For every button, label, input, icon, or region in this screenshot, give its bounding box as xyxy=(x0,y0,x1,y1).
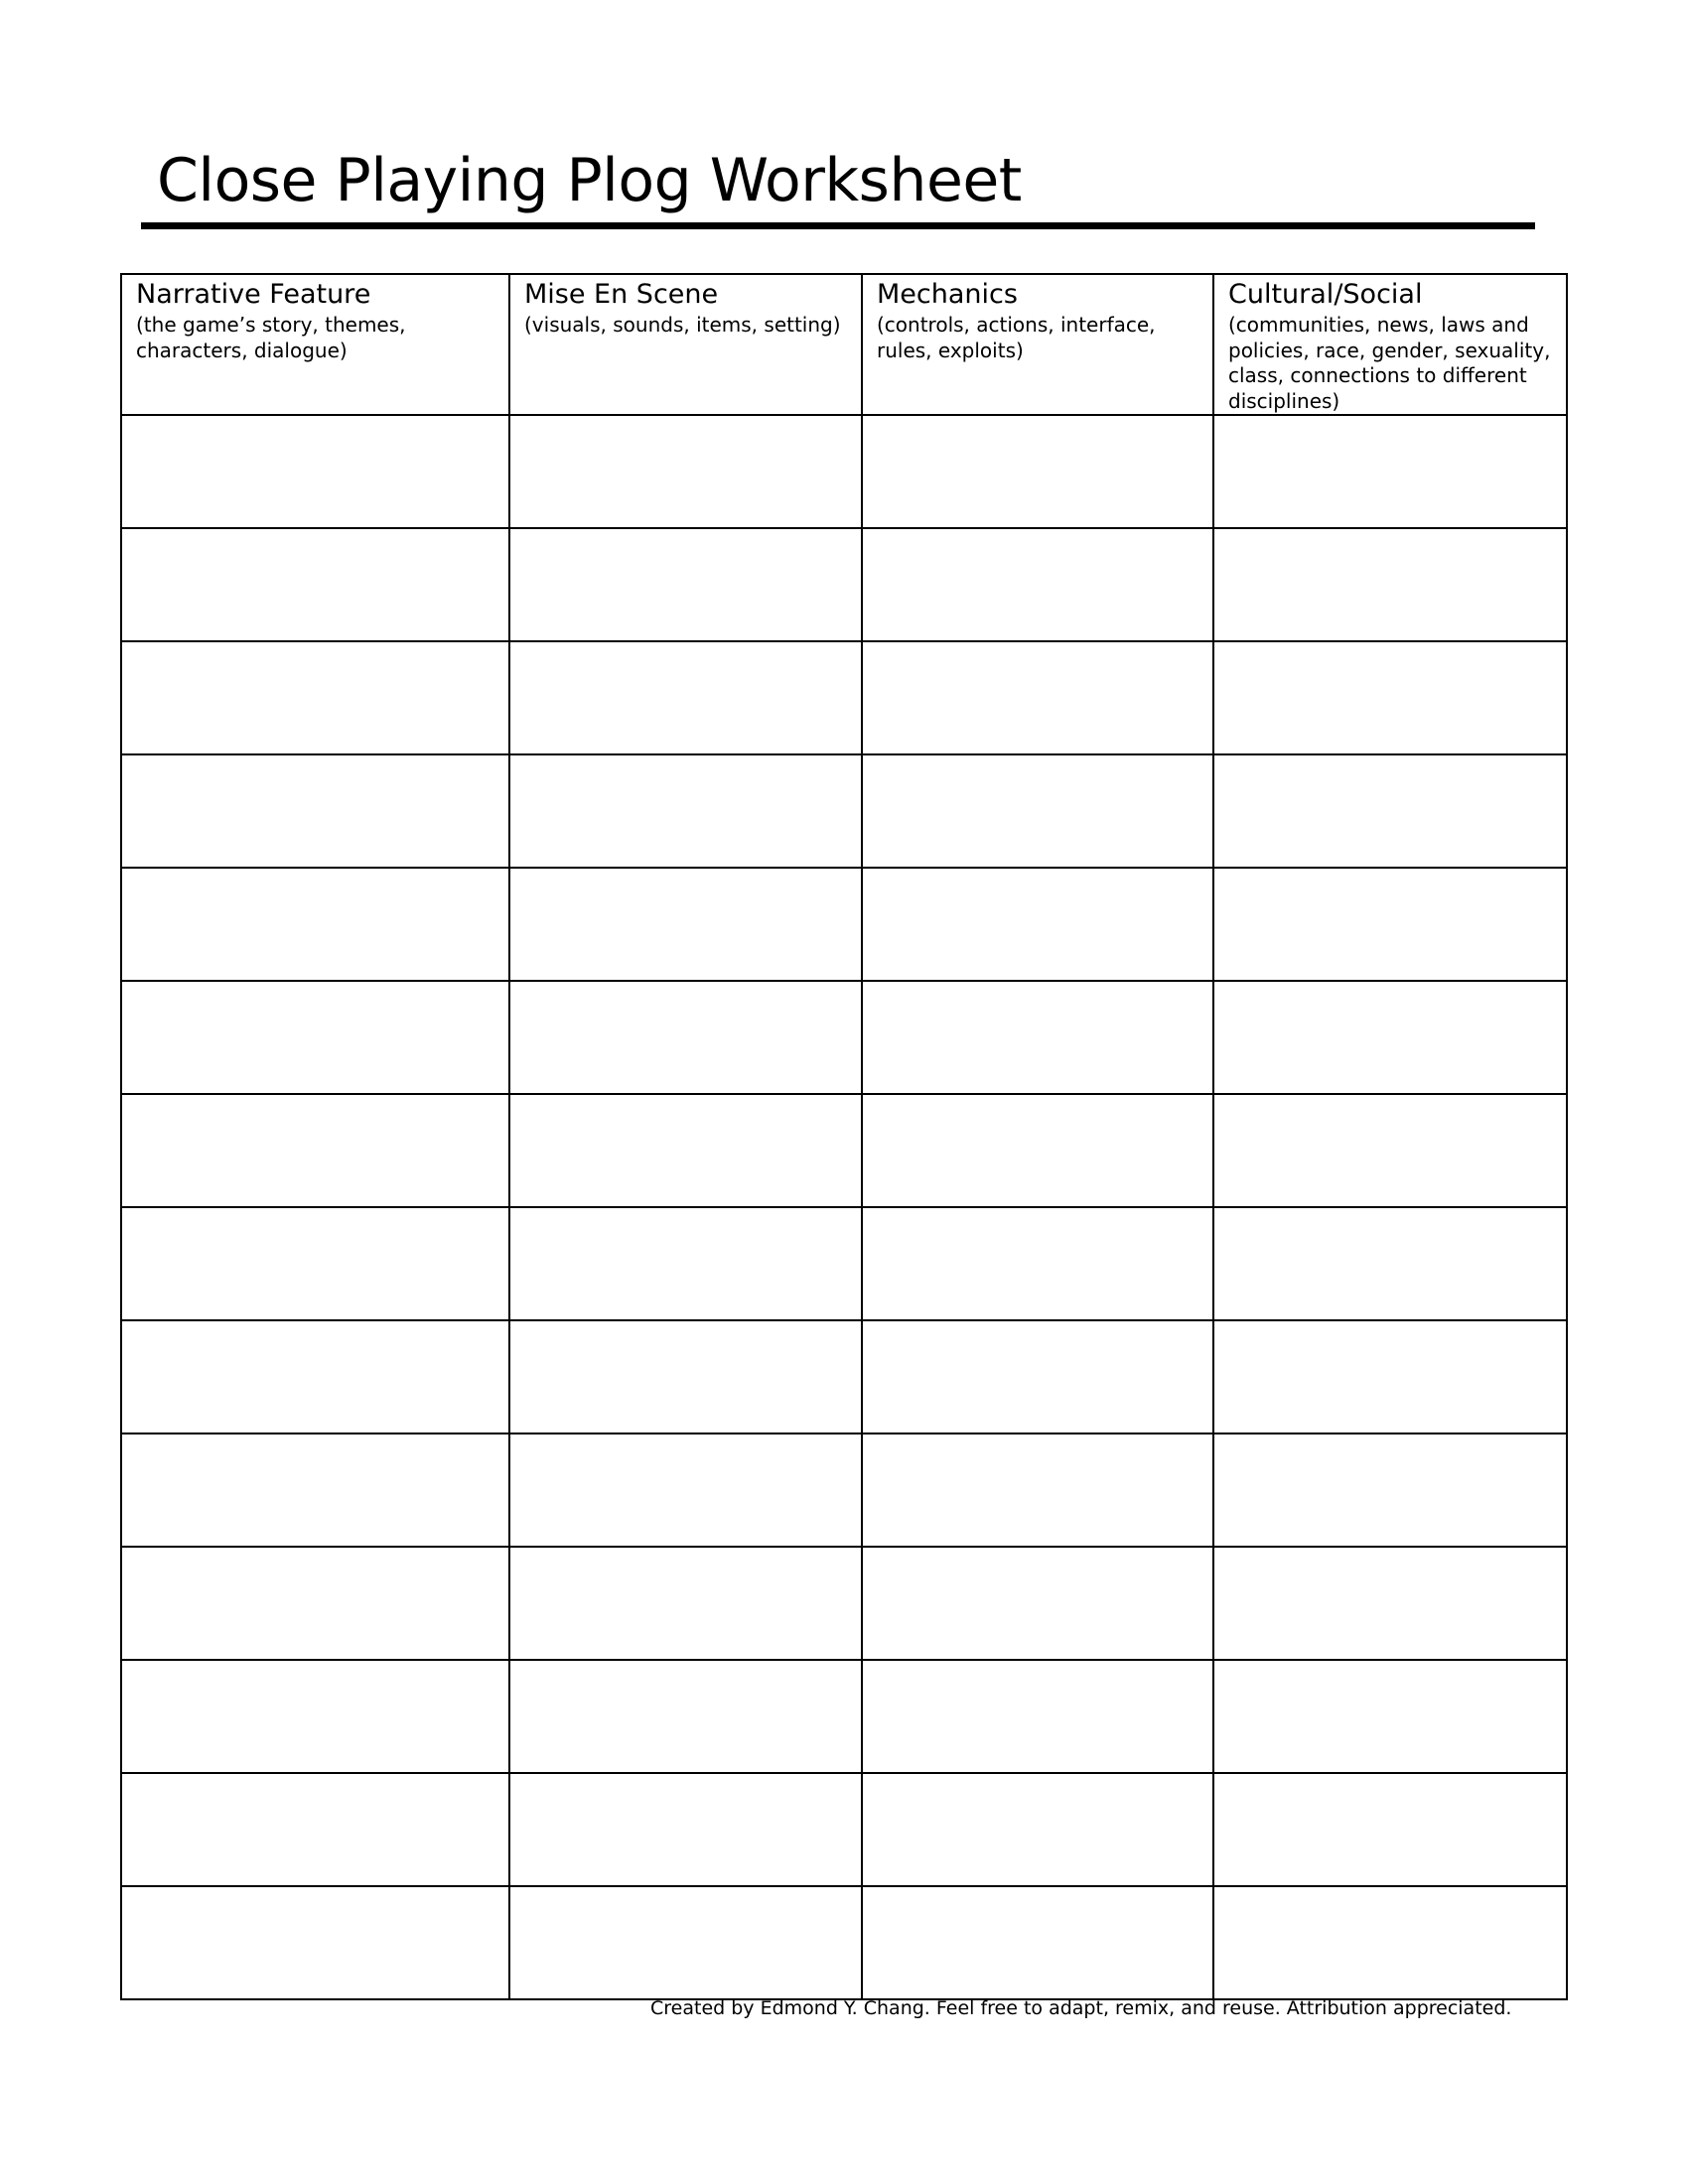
mechanics-cell[interactable] xyxy=(862,1207,1213,1320)
table-row xyxy=(121,1094,1567,1207)
column-title: Narrative Feature xyxy=(136,279,371,310)
narrative-cell[interactable] xyxy=(121,641,509,754)
narrative-cell[interactable] xyxy=(121,1886,509,1999)
column-title: Cultural/Social xyxy=(1228,279,1423,310)
cultural-social-cell[interactable] xyxy=(1213,1886,1567,1999)
narrative-cell[interactable] xyxy=(121,1207,509,1320)
column-header-mise-en-scene xyxy=(509,274,862,415)
table-row xyxy=(121,641,1567,754)
column-header-cultural-social xyxy=(1213,274,1567,415)
mise-en-scene-cell[interactable] xyxy=(509,1433,862,1547)
cultural-social-cell[interactable] xyxy=(1213,1773,1567,1886)
table-row xyxy=(121,1320,1567,1433)
column-description: (the game’s story, themes, characters, dialogue) xyxy=(136,313,406,362)
mise-en-scene-cell[interactable] xyxy=(509,1094,862,1207)
table-row xyxy=(121,754,1567,868)
mise-en-scene-cell[interactable] xyxy=(509,1886,862,1999)
mechanics-cell[interactable] xyxy=(862,641,1213,754)
cultural-social-cell[interactable] xyxy=(1213,1207,1567,1320)
mise-en-scene-cell[interactable] xyxy=(509,528,862,641)
mise-en-scene-cell[interactable] xyxy=(509,415,862,528)
table-row xyxy=(121,1773,1567,1886)
cultural-social-cell[interactable] xyxy=(1213,981,1567,1094)
mechanics-cell[interactable] xyxy=(862,981,1213,1094)
mechanics-cell[interactable] xyxy=(862,528,1213,641)
mechanics-cell[interactable] xyxy=(862,1433,1213,1547)
mise-en-scene-cell[interactable] xyxy=(509,641,862,754)
cultural-social-cell[interactable] xyxy=(1213,1320,1567,1433)
table-row xyxy=(121,1547,1567,1660)
table-row xyxy=(121,868,1567,981)
page-title: Close Playing Plog Worksheet xyxy=(157,146,1022,215)
mise-en-scene-cell[interactable] xyxy=(509,1320,862,1433)
mise-en-scene-cell[interactable] xyxy=(509,1547,862,1660)
cultural-social-cell[interactable] xyxy=(1213,1660,1567,1773)
cultural-social-cell[interactable] xyxy=(1213,754,1567,868)
narrative-cell[interactable] xyxy=(121,1320,509,1433)
header-row xyxy=(121,274,1567,415)
column-header-narrative xyxy=(121,274,509,415)
table-row xyxy=(121,1660,1567,1773)
table-row xyxy=(121,528,1567,641)
narrative-cell[interactable] xyxy=(121,981,509,1094)
narrative-cell[interactable] xyxy=(121,1433,509,1547)
narrative-cell[interactable] xyxy=(121,868,509,981)
cultural-social-cell[interactable] xyxy=(1213,868,1567,981)
cultural-social-cell[interactable] xyxy=(1213,415,1567,528)
cultural-social-cell[interactable] xyxy=(1213,528,1567,641)
cultural-social-cell[interactable] xyxy=(1213,1433,1567,1547)
table-row xyxy=(121,1207,1567,1320)
mechanics-cell[interactable] xyxy=(862,1773,1213,1886)
table-row xyxy=(121,415,1567,528)
narrative-cell[interactable] xyxy=(121,528,509,641)
mechanics-cell[interactable] xyxy=(862,1547,1213,1660)
narrative-cell[interactable] xyxy=(121,754,509,868)
narrative-cell[interactable] xyxy=(121,1773,509,1886)
mise-en-scene-cell[interactable] xyxy=(509,1660,862,1773)
attribution-footer: Created by Edmond Y. Chang. Feel free to adapt, remix, and reuse. Attribution appreciated. xyxy=(650,1997,1512,2019)
mise-en-scene-cell[interactable] xyxy=(509,981,862,1094)
mechanics-cell[interactable] xyxy=(862,1320,1213,1433)
mechanics-cell[interactable] xyxy=(862,1660,1213,1773)
worksheet-table xyxy=(120,273,1568,2000)
column-description: (controls, actions, interface, rules, exploits) xyxy=(877,313,1156,362)
narrative-cell[interactable] xyxy=(121,415,509,528)
mise-en-scene-cell[interactable] xyxy=(509,754,862,868)
narrative-cell[interactable] xyxy=(121,1660,509,1773)
mechanics-cell[interactable] xyxy=(862,1886,1213,1999)
column-description: (communities, news, laws and policies, race, gender, sexuality, class, connections to different disciplines) xyxy=(1228,313,1551,413)
column-title: Mise En Scene xyxy=(524,279,719,310)
table-row xyxy=(121,981,1567,1094)
mise-en-scene-cell[interactable] xyxy=(509,1207,862,1320)
cultural-social-cell[interactable] xyxy=(1213,1094,1567,1207)
column-description: (visuals, sounds, items, setting) xyxy=(524,313,841,337)
mechanics-cell[interactable] xyxy=(862,754,1213,868)
column-header-mechanics xyxy=(862,274,1213,415)
mechanics-cell[interactable] xyxy=(862,415,1213,528)
narrative-cell[interactable] xyxy=(121,1547,509,1660)
table-row xyxy=(121,1886,1567,1999)
cultural-social-cell[interactable] xyxy=(1213,1547,1567,1660)
mechanics-cell[interactable] xyxy=(862,868,1213,981)
cultural-social-cell[interactable] xyxy=(1213,641,1567,754)
title-underline xyxy=(141,222,1535,229)
column-title: Mechanics xyxy=(877,279,1018,310)
narrative-cell[interactable] xyxy=(121,1094,509,1207)
table-row xyxy=(121,1433,1567,1547)
mechanics-cell[interactable] xyxy=(862,1094,1213,1207)
mise-en-scene-cell[interactable] xyxy=(509,1773,862,1886)
mise-en-scene-cell[interactable] xyxy=(509,868,862,981)
